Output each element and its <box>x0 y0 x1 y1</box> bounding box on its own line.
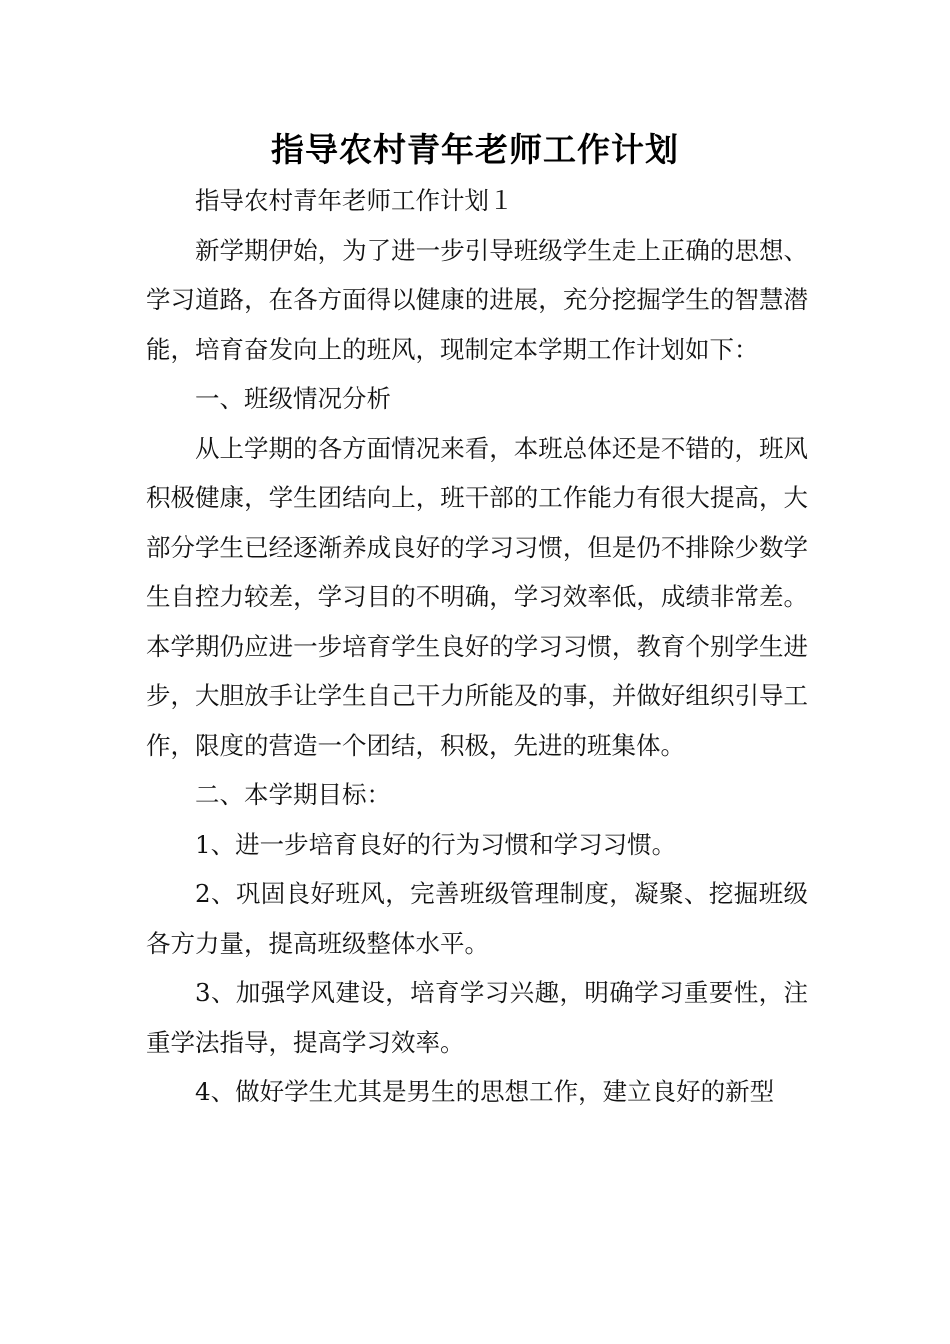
paragraph-class-analysis: 从上学期的各方面情况来看，本班总体还是不错的，班风积极健康，学生团结向上，班干部的工作能力有很大提高，大部分学生已经逐渐养成良好的学习习惯，但是仍不排除少数学生自控力较差，学习目的不明确，学习效率低，成绩非常差。本学期仍应进一步培育学生良好的学习习惯，教育个别学生进步，大胆放手让学生自己干力所能及的事，并做好组织引导工作，限度的营造一个团结，积极，先进的班集体。 <box>146 433 808 760</box>
document-title: 指导农村青年老师工作计划 <box>271 130 679 169</box>
section-heading-class-analysis: 一、班级情况分析 <box>195 384 391 413</box>
goal-item-2: 2、巩固良好班风，完善班级管理制度，凝聚、挖掘班级各方力量，提高班级整体水平。 <box>146 879 808 958</box>
section-heading-goals: 二、本学期目标： <box>195 780 391 809</box>
goal-item-4: 4、做好学生尤其是男生的思想工作，建立良好的新型 <box>195 1077 775 1106</box>
document-body <box>146 176 808 1117</box>
goal-item-1: 1、进一步培育良好的行为习惯和学习习惯。 <box>195 829 677 859</box>
paragraph-subtitle: 指导农村青年老师工作计划１ <box>195 186 514 215</box>
goal-item-3: 3、加强学风建设，培育学习兴趣，明确学习重要性，注重学法指导，提高学习效率。 <box>146 978 808 1057</box>
paragraph-intro: 新学期伊始，为了进一步引导班级学生走上正确的思想、学习道路，在各方面得以健康的进展，充分挖掘学生的智慧潜能，培育奋发向上的班风，现制定本学期工作计划如下： <box>146 235 808 364</box>
